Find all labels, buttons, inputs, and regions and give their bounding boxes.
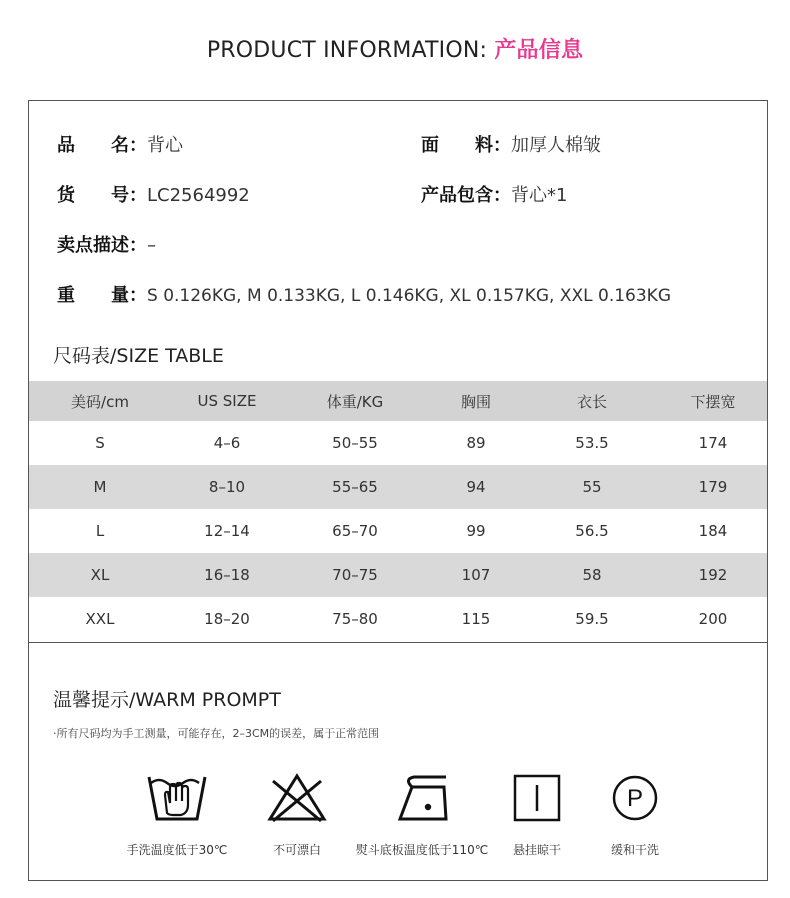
table-cell: XL [90, 566, 110, 584]
col-header-us-size: US SIZE [197, 392, 257, 410]
table-cell: 12–14 [204, 522, 250, 540]
table-cell: 4–6 [213, 434, 241, 452]
page-header [0, 33, 790, 64]
fabric-row [421, 131, 601, 157]
warm-prompt-panel [28, 642, 768, 881]
table-cell: 200 [698, 610, 728, 628]
sku-label: 货 号： [57, 185, 147, 206]
table-cell: 99 [466, 522, 486, 540]
table-row [29, 509, 767, 553]
product-info-panel [28, 100, 768, 643]
table-cell: 50–55 [332, 434, 378, 452]
table-row [29, 465, 767, 509]
table-cell: 18–20 [204, 610, 250, 628]
col-header-chest: 胸围 [460, 392, 491, 411]
size-table-title: 尺码表/SIZE TABLE [53, 345, 224, 367]
table-cell: 184 [698, 522, 728, 540]
name-label: 品 名： [57, 135, 147, 156]
table-cell: 70–75 [332, 566, 378, 584]
care-label-hand-wash: 手洗温度低于30℃ [126, 843, 228, 857]
weight-value: S 0.126KG, M 0.133KG, L 0.146KG, XL 0.157KG, XXL 0.163KG [147, 286, 672, 306]
col-header-us-cm: 美码/cm [71, 392, 129, 411]
care-label-dry-clean: 缓和干洗 [610, 843, 659, 857]
svg-text:P: P [626, 785, 644, 812]
dry-clean-p-icon [610, 773, 660, 823]
table-cell: 16–18 [204, 566, 250, 584]
col-header-weight: 体重/KG [326, 392, 384, 411]
care-item-hang-dry [497, 773, 577, 858]
table-cell: 55 [582, 478, 602, 496]
table-cell: 115 [461, 610, 491, 628]
sku-row [57, 181, 250, 207]
table-cell: 59.5 [575, 610, 609, 628]
care-label-hang-dry: 悬挂晾干 [512, 843, 561, 857]
fabric-label: 面 料： [421, 135, 511, 156]
table-cell: L [95, 522, 105, 540]
package-label: 产品包含： [421, 185, 511, 206]
care-item-no-bleach [247, 773, 347, 858]
weight-row [57, 281, 671, 307]
selling-value: – [147, 235, 156, 256]
table-cell: 75–80 [332, 610, 378, 628]
table-cell: XXL [85, 610, 115, 628]
table-cell: S [95, 434, 105, 452]
table-cell: 94 [466, 478, 486, 496]
weight-label: 重 量： [57, 285, 147, 306]
col-header-length: 衣长 [576, 392, 607, 411]
table-row [29, 597, 767, 641]
iron-icon [390, 773, 454, 823]
size-table-header-row [29, 381, 767, 421]
table-cell: 53.5 [575, 434, 609, 452]
col-header-hem-width: 下摆宽 [690, 392, 736, 411]
table-cell: 89 [466, 434, 486, 452]
table-cell: 107 [461, 566, 491, 584]
table-cell: M [93, 478, 107, 496]
care-item-hand-wash [107, 773, 247, 858]
measurement-note: ·所有尺码均为手工测量，可能存在，2–3CM的误差，属于正常范围 [53, 727, 380, 740]
name-value: 背心 [147, 135, 183, 156]
hand-wash-icon [145, 773, 209, 823]
table-cell: 192 [698, 566, 728, 584]
size-table [29, 381, 767, 641]
table-cell: 174 [698, 434, 728, 452]
table-cell: 65–70 [332, 522, 378, 540]
care-label-no-bleach: 不可漂白 [272, 843, 321, 857]
care-item-iron [347, 773, 497, 858]
fabric-value: 加厚人棉皱 [511, 135, 601, 156]
table-cell: 56.5 [575, 522, 609, 540]
sku-value: LC2564992 [147, 185, 250, 206]
care-item-dry-clean [595, 773, 675, 858]
table-cell: 8–10 [208, 478, 246, 496]
name-row [57, 131, 183, 157]
table-row [29, 421, 767, 465]
selling-row [57, 231, 156, 257]
selling-label: 卖点描述： [57, 235, 147, 256]
package-value: 背心*1 [511, 185, 568, 206]
no-bleach-icon [267, 773, 327, 823]
hang-dry-icon [512, 773, 562, 823]
header-title-cn: 产品信息 [494, 38, 584, 63]
care-label-iron: 熨斗底板温度低于110℃ [355, 843, 489, 857]
table-cell: 55–65 [332, 478, 378, 496]
table-cell: 179 [698, 478, 728, 496]
header-title-en: PRODUCT INFORMATION: [206, 38, 488, 63]
table-row [29, 553, 767, 597]
package-row [421, 181, 567, 207]
table-cell: 58 [582, 566, 602, 584]
warm-prompt-title: 温馨提示/WARM PROMPT [53, 689, 281, 711]
